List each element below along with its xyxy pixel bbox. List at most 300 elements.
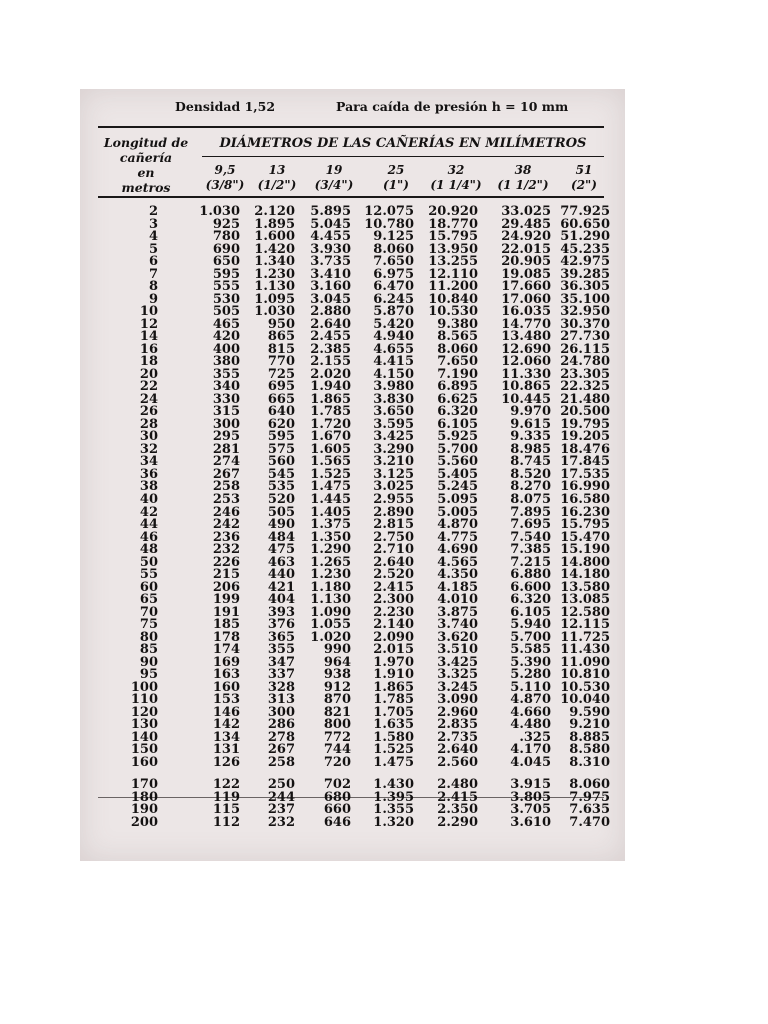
length-cell: 20 — [139, 366, 158, 382]
pressure-value-cell: 11.725 — [560, 629, 610, 645]
pressure-value-cell: 1.230 — [254, 266, 295, 282]
pressure-value-cell: 1.605 — [310, 441, 351, 457]
pressure-value-cell: .325 — [519, 729, 551, 745]
pressure-value-cell: 505 — [212, 304, 240, 320]
pressure-value-cell: 13.085 — [560, 592, 610, 608]
pressure-value-cell: 3.425 — [437, 654, 478, 670]
pressure-value-cell: 11.330 — [501, 366, 551, 382]
pressure-value-cell: 3.160 — [310, 279, 351, 295]
pressure-value-cell: 1.355 — [373, 802, 414, 818]
pressure-value-cell: 1.020 — [310, 629, 351, 645]
pressure-value-cell: 5.925 — [437, 429, 478, 445]
pressure-value-cell: 530 — [212, 291, 240, 307]
pressure-value-cell: 5.045 — [310, 216, 351, 232]
pressure-value-cell: 9.380 — [437, 316, 478, 332]
pressure-value-cell: 650 — [212, 254, 240, 270]
pressure-value-cell: 36.305 — [560, 279, 610, 295]
pressure-value-cell: 20.905 — [501, 254, 551, 270]
pressure-value-cell: 8.060 — [437, 341, 478, 357]
pressure-value-cell: 6.975 — [373, 266, 414, 282]
diameter-header — [488, 163, 558, 193]
pressure-value-cell: 1.180 — [310, 579, 351, 595]
pressure-value-cell: 660 — [323, 802, 351, 818]
pressure-value-cell: 925 — [212, 216, 240, 232]
pressure-value-cell: 5.560 — [437, 454, 478, 470]
pressure-value-cell: 5.095 — [437, 492, 478, 507]
pressure-value-cell: 2.560 — [437, 754, 478, 770]
length-cell: 120 — [130, 704, 158, 720]
pressure-value-cell: 6.320 — [510, 592, 551, 608]
pressure-value-cell: 258 — [267, 754, 295, 770]
pressure-value-cell: 2.750 — [373, 529, 414, 545]
pressure-value-cell: 2.955 — [373, 492, 414, 507]
pressure-value-cell: 1.350 — [310, 529, 351, 545]
length-cell: 32 — [139, 441, 158, 457]
pressure-value-cell: 1.720 — [310, 416, 351, 432]
pressure-value-cell: 300 — [212, 416, 240, 432]
pressure-value-cell: 1.865 — [310, 391, 351, 407]
pressure-value-cell: 14.800 — [560, 554, 610, 570]
pressure-value-cell: 490 — [267, 517, 295, 532]
diameter-mm: 19 — [325, 163, 343, 177]
pressure-value-cell: 1.265 — [310, 554, 351, 570]
pressure-value-cell: 912 — [323, 679, 351, 695]
pressure-value-cell: 246 — [212, 504, 240, 520]
pressure-value-cell: 4.775 — [437, 529, 478, 545]
pressure-value-cell: 702 — [323, 777, 351, 793]
pressure-value-cell: 3.325 — [437, 667, 478, 683]
pressure-value-cell: 12.690 — [501, 341, 551, 357]
length-cell: 3 — [148, 216, 158, 232]
length-column-header — [94, 135, 198, 195]
pressure-value-cell: 17.660 — [501, 279, 551, 295]
density-label: Densidad 1,52 — [175, 99, 276, 114]
length-cell: 48 — [139, 542, 158, 557]
pressure-value-cell: 2.155 — [310, 354, 351, 370]
pressure-value-cell: 18.770 — [428, 216, 478, 232]
pressure-value-cell: 4.660 — [510, 704, 551, 720]
pressure-value-cell: 8.520 — [510, 466, 551, 482]
pressure-value-cell: 9.615 — [510, 416, 551, 432]
length-header-line: metros — [121, 180, 171, 195]
pressure-value-cell: 10.865 — [501, 379, 551, 395]
pressure-value-cell: 5.405 — [437, 466, 478, 482]
pressure-value-cell: 13.255 — [428, 254, 478, 270]
pressure-value-cell: 169 — [212, 654, 240, 670]
pressure-value-cell: 1.030 — [199, 204, 240, 219]
pressure-value-cell: 3.610 — [510, 815, 551, 830]
length-cell: 150 — [130, 742, 158, 758]
header-bottom-rule — [98, 196, 604, 198]
length-cell: 44 — [139, 517, 158, 532]
pressure-value-cell: 3.740 — [437, 617, 478, 633]
pressure-value-cell: 32.950 — [560, 304, 610, 320]
pressure-value-cell: 400 — [212, 341, 240, 357]
pressure-value-cell: 3.290 — [373, 441, 414, 457]
pressure-value-cell: 8.745 — [510, 454, 551, 470]
pressure-value-cell: 4.455 — [310, 229, 351, 244]
pressure-value-cell: 337 — [267, 667, 295, 683]
pressure-value-cell: 119 — [212, 789, 240, 805]
pressure-value-cell: 112 — [212, 815, 240, 830]
pressure-value-cell: 9.335 — [510, 429, 551, 445]
length-cell: 160 — [130, 754, 158, 770]
length-cell: 9 — [148, 291, 158, 307]
pressure-value-cell: 4.565 — [437, 554, 478, 570]
pressure-value-cell: 77.925 — [560, 204, 610, 219]
pressure-value-cell: 4.415 — [373, 354, 414, 370]
pressure-value-cell: 6.895 — [437, 379, 478, 395]
pressure-value-cell: 5.585 — [510, 642, 551, 658]
pressure-value-cell: 347 — [267, 654, 295, 670]
pressure-value-cell: 39.285 — [560, 266, 610, 282]
pressure-value-cell: 3.025 — [373, 479, 414, 495]
pressure-value-cell: 475 — [267, 542, 295, 557]
pressure-value-cell: 300 — [267, 704, 295, 720]
pressure-value-cell: 1.130 — [310, 592, 351, 608]
pressure-value-cell: 5.005 — [437, 504, 478, 520]
pressure-value-cell: 3.425 — [373, 429, 414, 445]
pressure-value-cell: 20.500 — [560, 404, 610, 420]
pressure-value-cell: 20.920 — [428, 204, 478, 219]
pressure-value-cell: 5.110 — [510, 679, 551, 695]
pressure-value-cell: 51.290 — [560, 229, 610, 244]
diameter-inch: (2") — [571, 178, 597, 192]
pressure-value-cell: 3.980 — [373, 379, 414, 395]
pressure-value-cell: 520 — [267, 492, 295, 507]
pressure-value-cell: 15.795 — [560, 517, 610, 532]
length-cell: 85 — [139, 642, 158, 658]
pressure-value-cell: 3.210 — [373, 454, 414, 470]
pressure-value-cell: 990 — [323, 642, 351, 658]
pressure-value-cell: 1.320 — [373, 815, 414, 830]
pressure-value-cell: 278 — [267, 729, 295, 745]
pressure-value-cell: 340 — [212, 379, 240, 395]
pressure-value-cell: 815 — [267, 341, 295, 357]
pressure-value-cell: 23.305 — [560, 366, 610, 382]
length-cell: 180 — [130, 789, 158, 805]
pressure-value-cell: 2.415 — [373, 579, 414, 595]
length-cell: 14 — [139, 329, 158, 345]
pressure-value-cell: 174 — [212, 642, 240, 658]
length-cell: 90 — [139, 654, 158, 670]
pressure-value-cell: 1.475 — [310, 479, 351, 495]
pressure-value-cell: 2.140 — [373, 617, 414, 633]
length-cell: 130 — [130, 717, 158, 733]
pressure-value-cell: 2.880 — [310, 304, 351, 320]
pressure-value-cell: 2.020 — [310, 366, 351, 382]
pressure-value-cell: 185 — [212, 617, 240, 633]
pressure-value-cell: 1.405 — [310, 504, 351, 520]
top-rule — [98, 126, 604, 128]
pressure-value-cell: 725 — [267, 366, 295, 382]
pressure-value-cell: 11.200 — [428, 279, 478, 295]
pressure-value-cell: 10.530 — [428, 304, 478, 320]
pressure-value-cell: 9.210 — [569, 717, 610, 733]
length-cell: 40 — [139, 492, 158, 507]
length-cell: 2 — [148, 204, 158, 219]
pressure-value-cell: 4.870 — [510, 692, 551, 708]
pressure-value-cell: 19.795 — [560, 416, 610, 432]
pressure-value-cell: 1.895 — [254, 216, 295, 232]
pressure-value-cell: 964 — [323, 654, 351, 670]
pressure-value-cell: 244 — [267, 789, 295, 805]
pressure-value-cell: 286 — [267, 717, 295, 733]
pressure-value-cell: 2.480 — [437, 777, 478, 793]
pressure-value-cell: 6.600 — [510, 579, 551, 595]
pressure-value-cell: 4.010 — [437, 592, 478, 608]
pressure-value-cell: 258 — [212, 479, 240, 495]
diameter-inch: (1 1/2") — [497, 178, 549, 192]
pressure-value-cell: 1.525 — [310, 466, 351, 482]
pressure-value-cell: 7.470 — [569, 815, 610, 830]
pressure-value-cell: 22.325 — [560, 379, 610, 395]
pressure-value-cell: 821 — [323, 704, 351, 720]
length-cell: 26 — [139, 404, 158, 420]
pressure-value-cell: 463 — [267, 554, 295, 570]
pressure-value-cell: 5.420 — [373, 316, 414, 332]
length-cell: 36 — [139, 466, 158, 482]
pressure-value-cell: 267 — [212, 466, 240, 482]
pressure-value-cell: 17.845 — [560, 454, 610, 470]
pressure-value-cell: 267 — [267, 742, 295, 758]
pressure-value-cell: 131 — [212, 742, 240, 758]
pressure-value-cell: 2.290 — [437, 815, 478, 830]
pressure-value-cell: 6.320 — [437, 404, 478, 420]
length-cell: 42 — [139, 504, 158, 520]
pressure-value-cell: 17.060 — [501, 291, 551, 307]
pressure-value-cell: 160 — [212, 679, 240, 695]
pressure-value-cell: 1.430 — [373, 777, 414, 793]
pressure-value-cell: 199 — [212, 592, 240, 608]
pressure-value-cell: 7.540 — [510, 529, 551, 545]
pressure-value-cell: 24.920 — [501, 229, 551, 244]
length-cell: 60 — [139, 579, 158, 595]
pressure-value-cell: 1.395 — [373, 789, 414, 805]
pressure-value-cell: 134 — [212, 729, 240, 745]
pressure-value-cell: 2.815 — [373, 517, 414, 532]
pressure-value-cell: 10.810 — [560, 667, 610, 683]
pressure-value-cell: 146 — [212, 704, 240, 720]
pressure-value-cell: 12.115 — [560, 617, 610, 633]
pressure-value-cell: 440 — [267, 567, 295, 583]
pressure-value-cell: 1.705 — [373, 704, 414, 720]
pressure-value-cell: 5.245 — [437, 479, 478, 495]
pressure-value-cell: 680 — [323, 789, 351, 805]
pressure-value-cell: 800 — [323, 717, 351, 733]
diameter-header — [299, 163, 369, 193]
pressure-value-cell: 42.975 — [560, 254, 610, 270]
pressure-value-cell: 1.130 — [254, 279, 295, 295]
pressure-value-cell: 355 — [212, 366, 240, 382]
pressure-value-cell: 10.445 — [501, 391, 551, 407]
length-cell: 95 — [139, 667, 158, 683]
pressure-value-cell: 1.475 — [373, 754, 414, 770]
pressure-value-cell: 465 — [212, 316, 240, 332]
pressure-value-cell: 1.865 — [373, 679, 414, 695]
pressure-value-cell: 744 — [323, 742, 351, 758]
pressure-value-cell: 8.075 — [510, 492, 551, 507]
diameter-mm: 25 — [387, 163, 405, 177]
pressure-value-cell: 595 — [212, 266, 240, 282]
length-cell: 190 — [130, 802, 158, 818]
pressure-value-cell: 421 — [267, 579, 295, 595]
length-cell: 28 — [139, 416, 158, 432]
diameter-header — [549, 163, 619, 193]
diameter-header — [421, 163, 491, 193]
diameter-mm: 32 — [447, 163, 465, 177]
pressure-value-cell: 3.410 — [310, 266, 351, 282]
pressure-value-cell: 1.785 — [310, 404, 351, 420]
pressure-value-cell: 232 — [212, 542, 240, 557]
pressure-value-cell: 2.230 — [373, 604, 414, 620]
pressure-value-cell: 1.030 — [254, 304, 295, 320]
pressure-value-cell: 3.805 — [510, 789, 551, 805]
pressure-value-cell: 313 — [267, 692, 295, 708]
pressure-value-cell: 295 — [212, 429, 240, 445]
pressure-value-cell: 7.650 — [373, 254, 414, 270]
length-cell: 5 — [148, 241, 158, 257]
pressure-value-cell: 404 — [267, 592, 295, 608]
pressure-value-cell: 376 — [267, 617, 295, 633]
pressure-value-cell: 14.770 — [501, 316, 551, 332]
pressure-value-cell: 12.060 — [501, 354, 551, 370]
pressure-value-cell: 33.025 — [501, 204, 551, 219]
pressure-value-cell: 1.635 — [373, 717, 414, 733]
pressure-value-cell: 5.940 — [510, 617, 551, 633]
pressure-value-cell: 27.730 — [560, 329, 610, 345]
pressure-value-cell: 12.110 — [428, 266, 478, 282]
pressure-value-cell: 253 — [212, 492, 240, 507]
pressure-value-cell: 215 — [212, 567, 240, 583]
pressure-value-cell: 393 — [267, 604, 295, 620]
diameter-mm: 38 — [514, 163, 532, 177]
pressure-value-cell: 2.640 — [373, 554, 414, 570]
length-cell: 140 — [130, 729, 158, 745]
pressure-value-cell: 545 — [267, 466, 295, 482]
pressure-value-cell: 865 — [267, 329, 295, 345]
pressure-value-cell: 10.530 — [560, 679, 610, 695]
pressure-value-cell: 13.950 — [428, 241, 478, 257]
pressure-value-cell: 7.895 — [510, 504, 551, 520]
length-cell: 22 — [139, 379, 158, 395]
pressure-value-cell: 3.875 — [437, 604, 478, 620]
pressure-value-cell: 250 — [267, 777, 295, 793]
pressure-value-cell: 6.880 — [510, 567, 551, 583]
pressure-value-cell: 9.125 — [373, 229, 414, 244]
pressure-value-cell: 191 — [212, 604, 240, 620]
pressure-value-cell: 9.590 — [569, 704, 610, 720]
length-cell: 46 — [139, 529, 158, 545]
pressure-value-cell: 2.415 — [437, 789, 478, 805]
pressure-value-cell: 232 — [267, 815, 295, 830]
length-cell: 38 — [139, 479, 158, 495]
pressure-value-cell: 870 — [323, 692, 351, 708]
pressure-value-cell: 12.580 — [560, 604, 610, 620]
pressure-value-cell: 6.105 — [437, 416, 478, 432]
pressure-value-cell: 11.430 — [560, 642, 610, 658]
pressure-value-cell: 4.150 — [373, 366, 414, 382]
pressure-value-cell: 8.580 — [569, 742, 610, 758]
pressure-value-cell: 2.890 — [373, 504, 414, 520]
length-cell: 70 — [139, 604, 158, 620]
pressure-value-cell: 6.245 — [373, 291, 414, 307]
pressure-value-cell: 1.670 — [310, 429, 351, 445]
scanned-table-page — [80, 89, 625, 861]
pressure-value-cell: 315 — [212, 404, 240, 420]
pressure-value-cell: 45.235 — [560, 241, 610, 257]
pressure-value-cell: 3.915 — [510, 777, 551, 793]
pressure-value-cell: 1.525 — [373, 742, 414, 758]
pressure-value-cell: 720 — [323, 754, 351, 770]
pressure-value-cell: 3.650 — [373, 404, 414, 420]
pressure-value-cell: 772 — [323, 729, 351, 745]
pressure-value-cell: 770 — [267, 354, 295, 370]
pressure-value-cell: 18.476 — [560, 441, 610, 457]
pressure-value-cell: 153 — [212, 692, 240, 708]
length-cell: 75 — [139, 617, 158, 633]
pressure-value-cell: 281 — [212, 441, 240, 457]
pressure-value-cell: 3.620 — [437, 629, 478, 645]
length-cell: 24 — [139, 391, 158, 407]
length-cell: 65 — [139, 592, 158, 608]
pressure-value-cell: 178 — [212, 629, 240, 645]
pressure-value-cell: 484 — [267, 529, 295, 545]
pressure-value-cell: 950 — [267, 316, 295, 332]
pressure-value-cell: 10.780 — [364, 216, 414, 232]
pressure-value-cell: 1.600 — [254, 229, 295, 244]
pressure-value-cell: 122 — [212, 777, 240, 793]
pressure-value-cell: 2.090 — [373, 629, 414, 645]
length-cell: 8 — [148, 279, 158, 295]
pressure-value-cell: 15.795 — [428, 229, 478, 244]
length-cell: 100 — [130, 679, 158, 695]
pressure-value-cell: 505 — [267, 504, 295, 520]
diameter-mm: 9,5 — [214, 163, 236, 177]
pressure-value-cell: 206 — [212, 579, 240, 595]
diameter-group-title: DIÁMETROS DE LAS CAÑERÍAS EN MILÍMETROS — [219, 136, 587, 151]
pressure-value-cell: 380 — [212, 354, 240, 370]
pressure-value-cell: 4.350 — [437, 567, 478, 583]
length-cell: 4 — [148, 229, 158, 244]
pressure-value-cell: 535 — [267, 479, 295, 495]
pressure-value-cell: 2.455 — [310, 329, 351, 345]
pressure-value-cell: 4.940 — [373, 329, 414, 345]
length-cell: 170 — [130, 777, 158, 793]
length-header-line: en — [137, 165, 155, 180]
diameter-inch: (3/4") — [314, 178, 354, 192]
pressure-value-cell: 236 — [212, 529, 240, 545]
pressure-value-cell: 7.695 — [510, 517, 551, 532]
pressure-value-cell: 3.245 — [437, 679, 478, 695]
pressure-value-cell: 19.205 — [560, 429, 610, 445]
pressure-value-cell: 8.060 — [569, 777, 610, 793]
length-cell: 200 — [130, 815, 158, 830]
pressure-value-cell: 1.910 — [373, 667, 414, 683]
length-cell: 7 — [148, 266, 158, 282]
pressure-value-cell: 15.190 — [560, 542, 610, 557]
table-row — [80, 816, 625, 829]
pressure-value-cell: 6.470 — [373, 279, 414, 295]
pressure-value-cell: 2.350 — [437, 802, 478, 818]
pressure-value-cell: 13.580 — [560, 579, 610, 595]
pressure-value-cell: 8.310 — [569, 754, 610, 770]
pressure-value-cell: 646 — [323, 815, 351, 830]
length-cell: 110 — [130, 692, 158, 708]
pressure-value-cell: 35.100 — [560, 291, 610, 307]
pressure-value-cell: 1.090 — [310, 604, 351, 620]
pressure-value-cell: 3.735 — [310, 254, 351, 270]
